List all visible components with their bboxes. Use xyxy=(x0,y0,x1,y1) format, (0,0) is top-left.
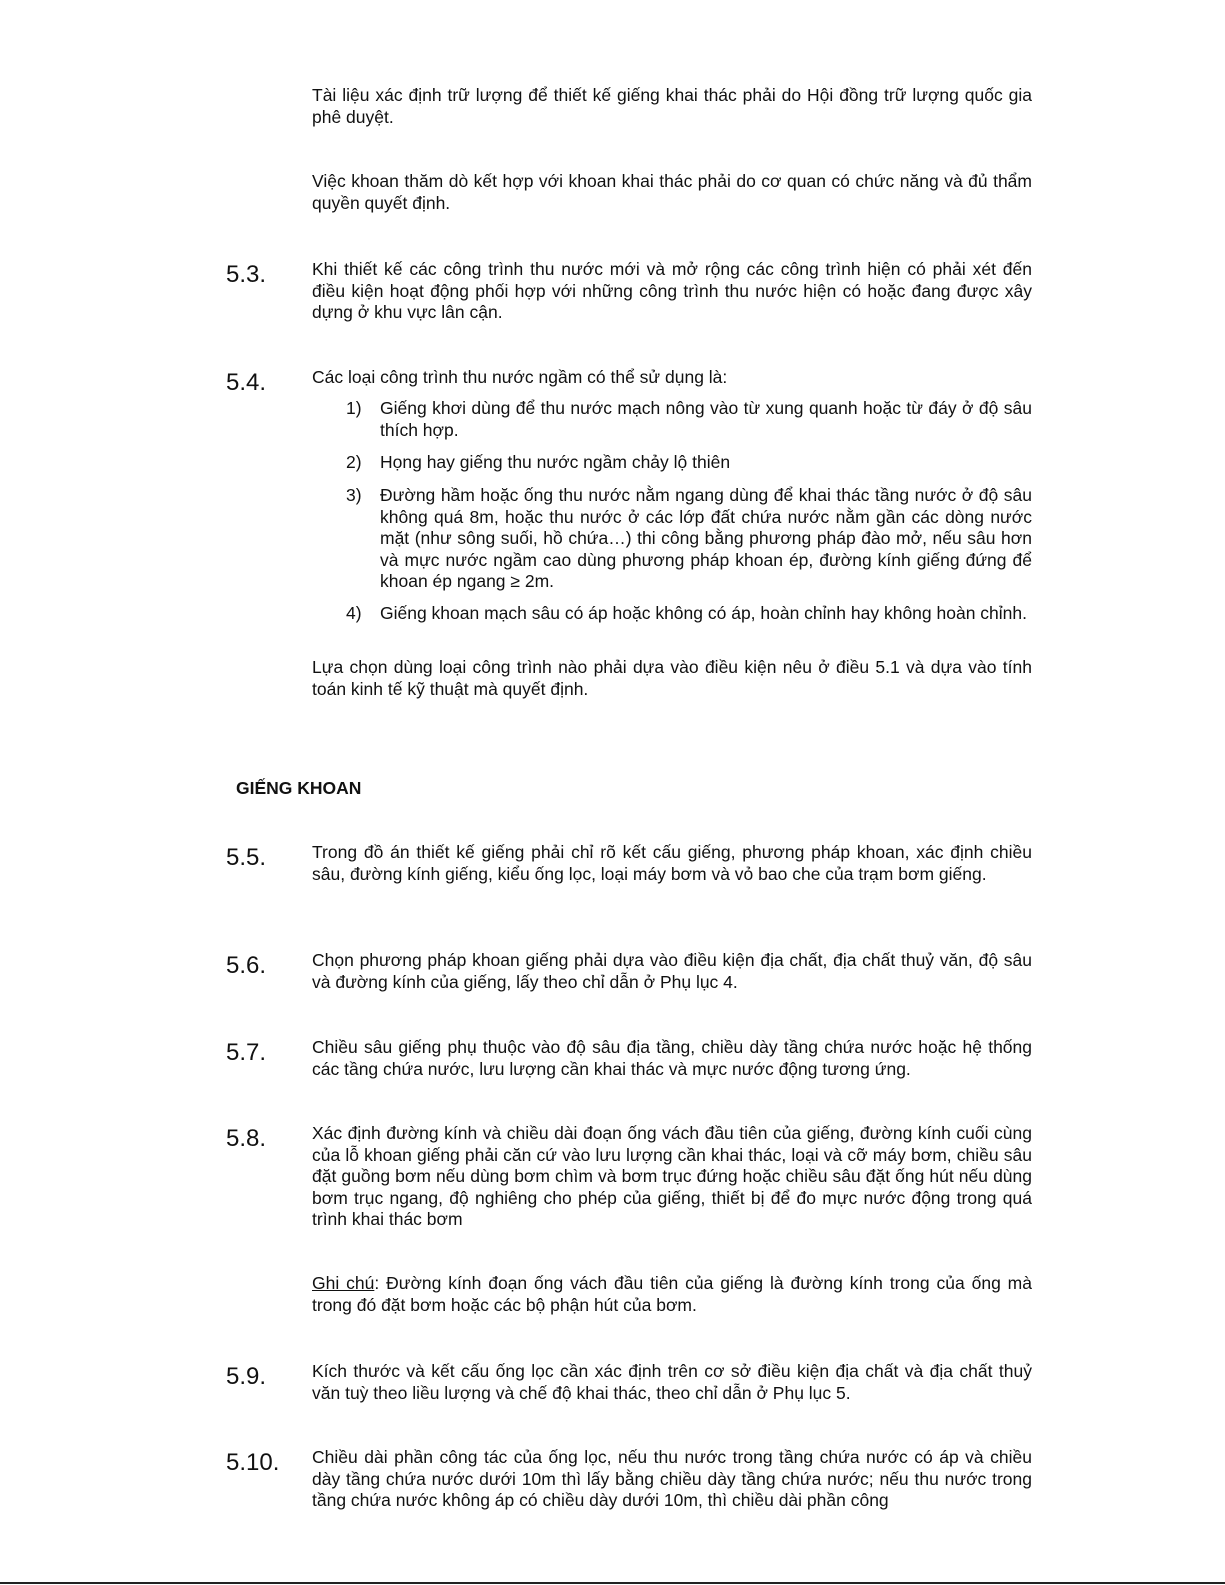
section-5-5-text: Trong đồ án thiết kế giếng phải chỉ rõ kết cấu giếng, phương pháp khoan, xác định chiều sâu, đường kính giếng, kiểu ống lọc, loại máy bơm và vỏ bao che của trạm bơm giếng. xyxy=(312,842,1032,884)
section-number-5-10: 5.10. xyxy=(226,1449,280,1476)
section-number-5-8: 5.8. xyxy=(226,1125,267,1152)
section-5-4-closing: Lựa chọn dùng loại công trình nào phải dựa vào điều kiện nêu ở điều 5.1 và dựa vào tính toán kinh tế kỹ thuật mà quyết định. xyxy=(312,657,1032,699)
note-label: Ghi chú xyxy=(312,1273,375,1293)
list-item-number: 1) xyxy=(346,398,362,418)
list-item-number: 4) xyxy=(346,603,362,623)
list-item-text: Giếng khơi dùng để thu nước mạch nông vào từ xung quanh hoặc từ đáy ở độ sâu thích hợp. xyxy=(380,398,1032,440)
section-number-5-5: 5.5. xyxy=(226,844,267,871)
list-item-text: Giếng khoan mạch sâu có áp hoặc không có áp, hoàn chỉnh hay không hoàn chỉnh. xyxy=(380,603,1027,623)
section-5-7-text: Chiều sâu giếng phụ thuộc vào độ sâu địa tầng, chiều dày tầng chứa nước hoặc hệ thống các tầng chứa nước, lưu lượng cần khai thác và mực nước động tương ứng. xyxy=(312,1037,1032,1079)
note-text: : Đường kính đoạn ống vách đầu tiên của giếng là đường kính trong của ống mà trong đó đặt bơm hoặc các bộ phận hút của bơm. xyxy=(312,1273,1032,1315)
section-number-5-3: 5.3. xyxy=(226,261,267,288)
section-heading: GIẾNG KHOAN xyxy=(236,778,362,798)
section-5-8-text: Xác định đường kính và chiều dài đoạn ống vách đầu tiên của giếng, đường kính cuối cùng của lỗ khoan giếng phải căn cứ vào lưu lượng cần khai thác, loại và cỡ máy bơm, chiều sâu đặt guồng bơm nếu dùng bơm chìm và bơm trục đứng hoặc chiều sâu đặt ống hút nếu dùng bơm trục ngang, độ nghiêng cho phép của giếng, thiết bị để đo mực nước động trong quá trình khai thác bơm xyxy=(312,1123,1032,1229)
page-bottom-rule xyxy=(0,1582,1225,1584)
intro-paragraph-2: Việc khoan thăm dò kết hợp với khoan khai thác phải do cơ quan có chức năng và đủ thẩm quyền quyết định. xyxy=(312,171,1032,213)
section-5-3-text: Khi thiết kế các công trình thu nước mới và mở rộng các công trình hiện có phải xét đến điều kiện hoạt động phối hợp với những công trình thu nước hiện có hoặc đang được xây dựng ở khu vực lân cận. xyxy=(312,259,1032,322)
section-5-4-lead: Các loại công trình thu nước ngầm có thể sử dụng là: xyxy=(312,367,728,387)
list-item-number: 2) xyxy=(346,452,362,472)
section-5-9-text: Kích thước và kết cấu ống lọc cần xác định trên cơ sở điều kiện địa chất và địa chất thuỷ văn tuỳ theo liều lượng và chế độ khai thác, theo chỉ dẫn ở Phụ lục 5. xyxy=(312,1361,1032,1403)
section-number-5-7: 5.7. xyxy=(226,1039,267,1066)
list-item-text: Đường hầm hoặc ống thu nước nằm ngang dùng để khai thác tầng nước ở độ sâu không quá 8m, hoặc thu nước ở các lớp đất chứa nước nằm gần các dòng nước mặt (như sông suối, hồ chứa…) thi công bằng phương pháp đào mở, nếu sâu hơn và mực nước ngầm cao dùng phương pháp khoan ép, đường kính giếng đứng để khoan ép ngang ≥ 2m. xyxy=(380,485,1032,591)
intro-paragraph-1: Tài liệu xác định trữ lượng để thiết kế giếng khai thác phải do Hội đồng trữ lượng quốc gia phê duyệt. xyxy=(312,85,1032,127)
list-item-text: Họng hay giếng thu nước ngầm chảy lộ thiên xyxy=(380,452,731,472)
section-5-6-text: Chọn phương pháp khoan giếng phải dựa vào điều kiện địa chất, địa chất thuỷ văn, độ sâu và đường kính của giếng, lấy theo chỉ dẫn ở Phụ lục 4. xyxy=(312,950,1032,992)
section-number-5-9: 5.9. xyxy=(226,1363,267,1390)
section-number-5-4: 5.4. xyxy=(226,369,267,396)
section-number-5-6: 5.6. xyxy=(226,952,267,979)
list-item-number: 3) xyxy=(346,485,362,505)
section-5-8-note xyxy=(312,1273,1032,1316)
section-5-10-text: Chiều dài phần công tác của ống lọc, nếu thu nước trong tầng chứa nước có áp và chiều dày tầng chứa nước dưới 10m thì lấy bằng chiều dày tầng chứa nước; nếu thu nước trong tầng chứa nước không áp có chiều dày dưới 10m, thì chiều dài phần công xyxy=(312,1447,1032,1510)
